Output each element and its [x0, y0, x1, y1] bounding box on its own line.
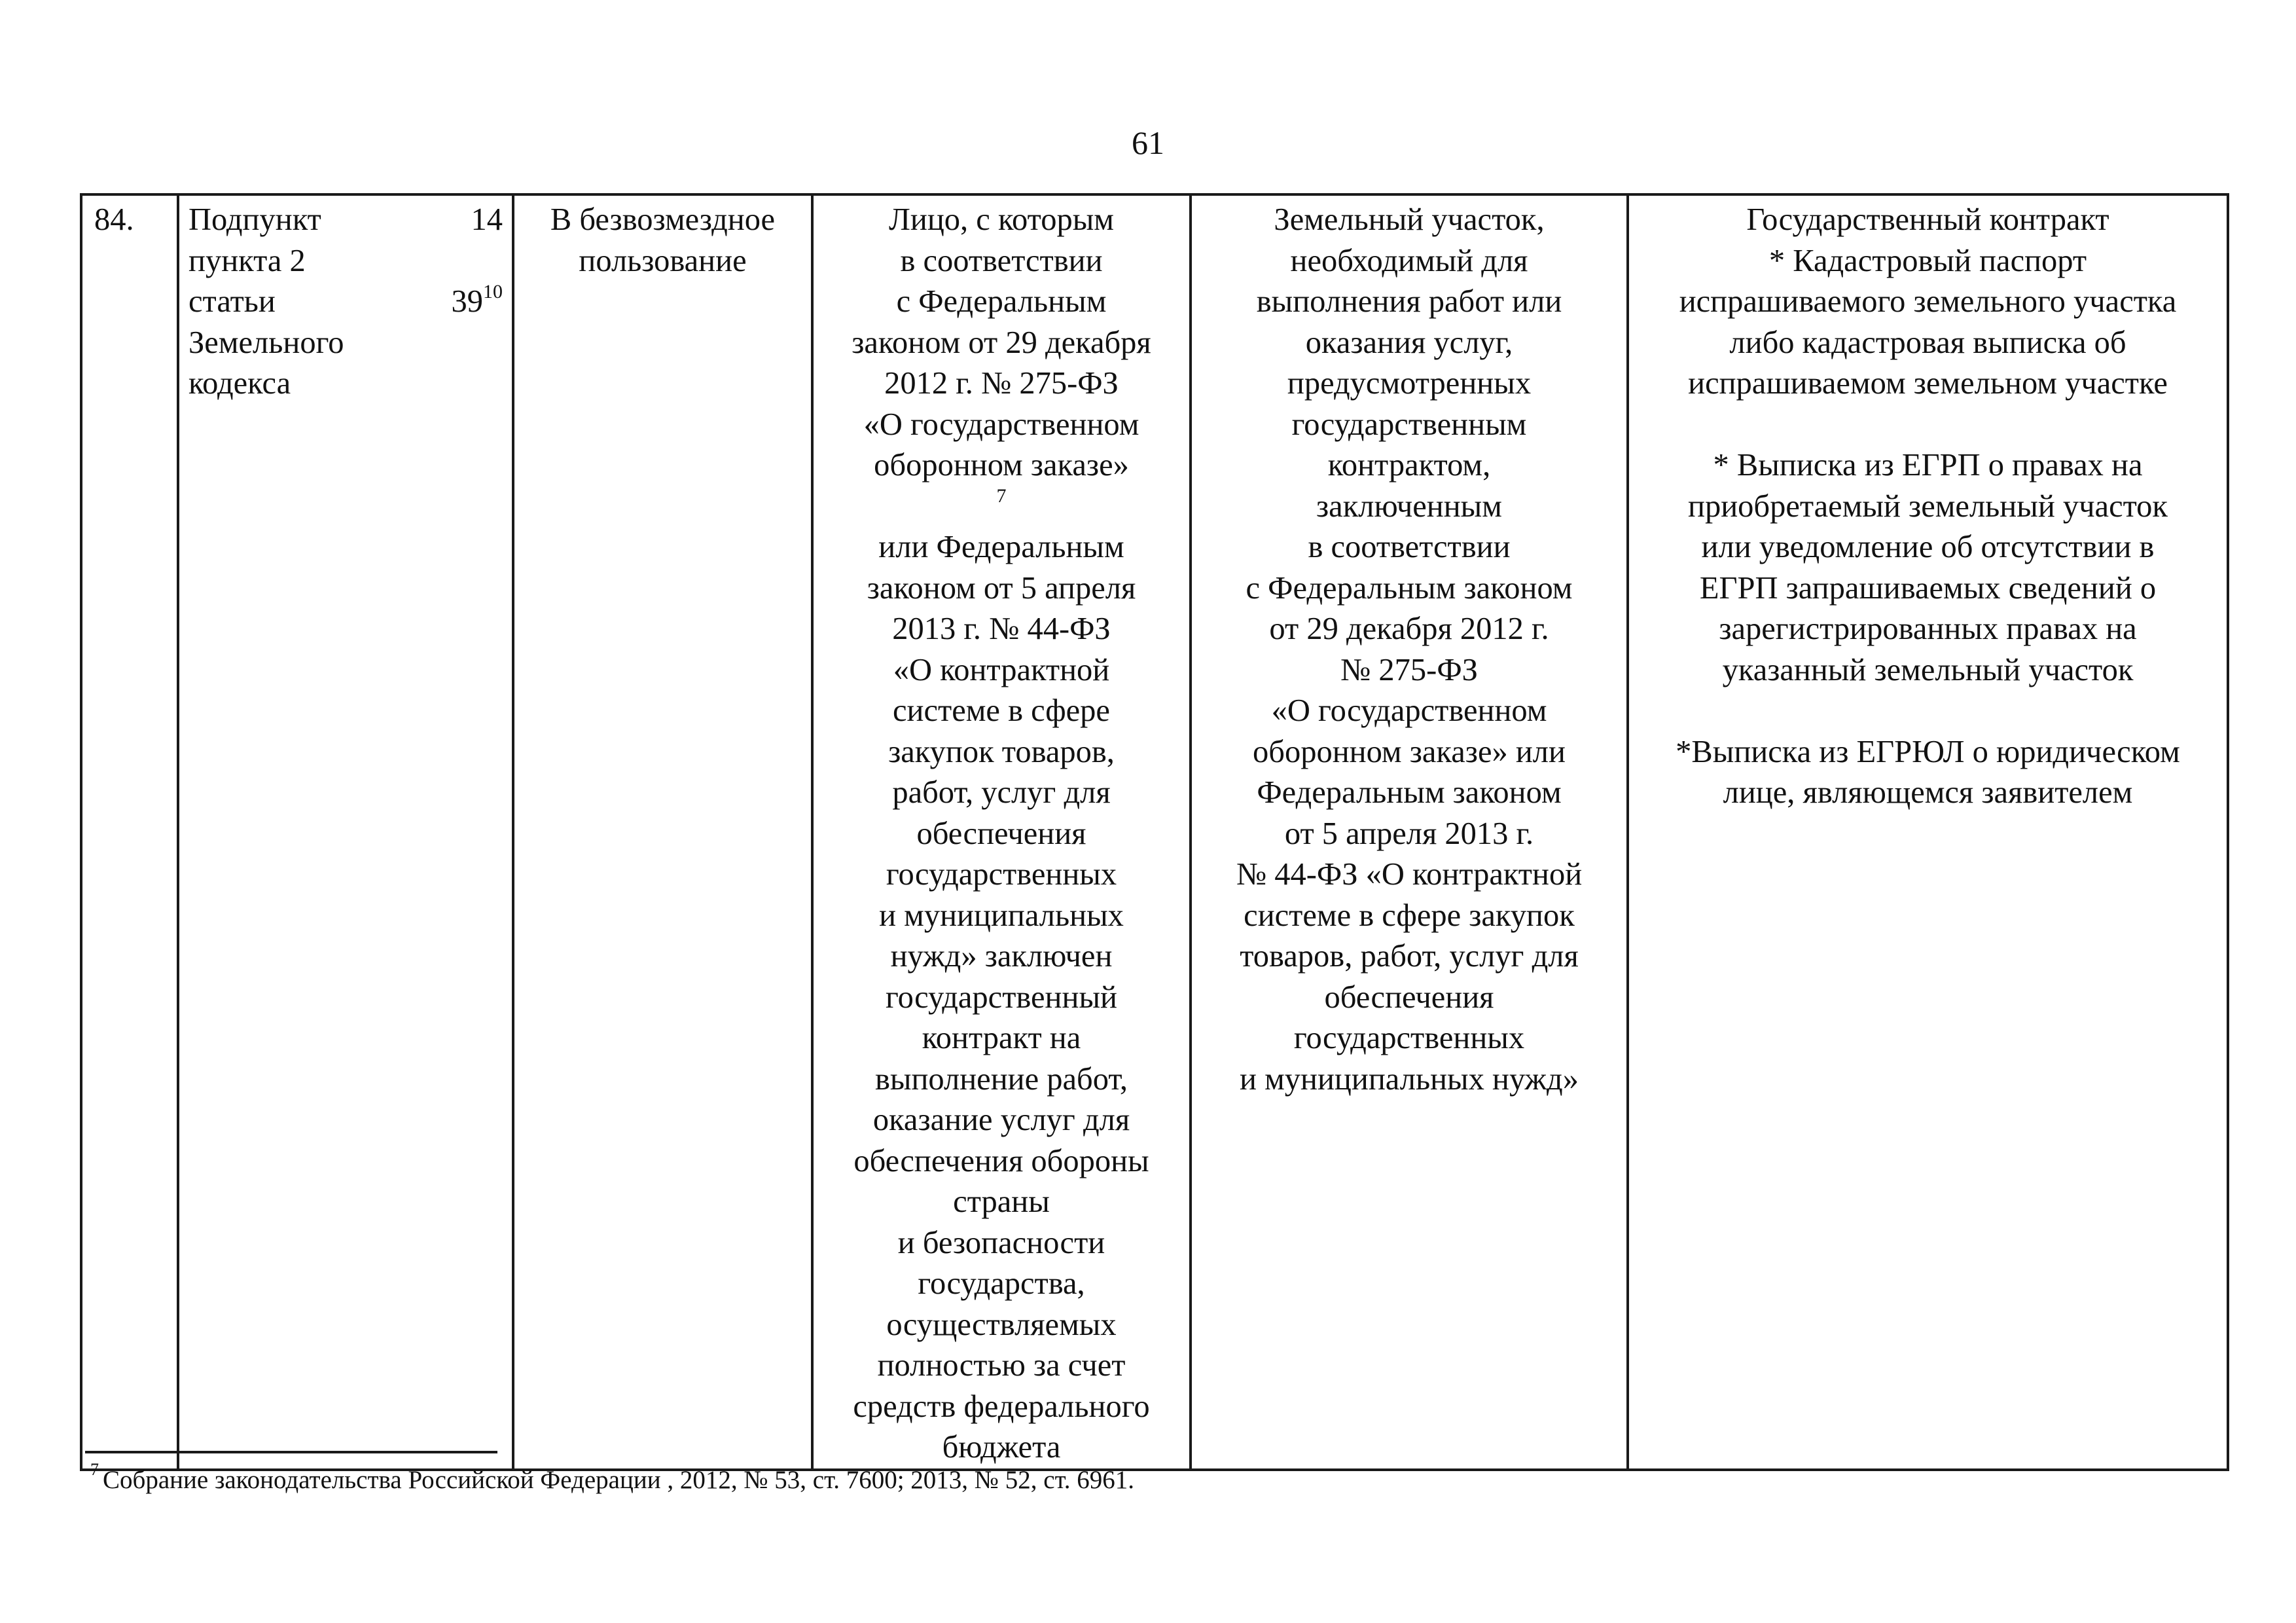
applicant-line: Лицо, с которым — [889, 202, 1114, 237]
applicant-line: государства, — [918, 1266, 1085, 1301]
land-plot-line: № 44-ФЗ «О контрактной — [1236, 857, 1583, 892]
applicant-line: с Федеральным — [896, 284, 1107, 319]
land-plot-line: оказания услуг, — [1305, 325, 1513, 360]
applicant-line: 2012 г. № 275-ФЗ — [884, 366, 1119, 401]
right-type: В безвозмездное пользование — [550, 202, 776, 278]
footnote — [90, 1460, 1134, 1497]
table-row — [81, 194, 2228, 1470]
document-line: Государственный контракт — [1746, 202, 2109, 237]
article-number — [452, 282, 503, 323]
document-line: ЕГРП запрашиваемых сведений о — [1699, 570, 2157, 606]
article-number-base: 39 — [451, 284, 483, 319]
document-line: *Выписка из ЕГРЮЛ о юридическом — [1676, 734, 2180, 769]
document-line: или уведомление об отсутствии в — [1701, 530, 2155, 564]
footnote-separator — [85, 1451, 497, 1453]
applicant-line-with-footnote — [823, 445, 1180, 527]
land-plot-line: «О государственном — [1271, 693, 1547, 728]
applicant-line: страны — [953, 1184, 1050, 1219]
reference-line: пункта 2 — [188, 243, 306, 278]
reference-line: Подпункт — [188, 202, 321, 237]
land-plot-line: предусмотренных — [1287, 366, 1532, 401]
land-plot-line: государственным — [1291, 407, 1527, 442]
land-plot-cell — [1191, 194, 1628, 1470]
land-plot-line: необходимый для — [1290, 243, 1528, 278]
right-type-cell — [513, 194, 812, 1470]
land-plot-line: оборонном заказе» или — [1253, 734, 1566, 769]
land-plot-line: от 29 декабря 2012 г. — [1269, 611, 1549, 646]
row-number: 84. — [94, 202, 134, 237]
applicant-cell — [812, 194, 1191, 1470]
applicant-line: государственных — [886, 857, 1117, 892]
footnote-text: Собрание законодательства Российской Федерации , 2012, № 53, ст. 7600; 2013, № 52, ст. 6961. — [103, 1466, 1134, 1494]
applicant-line: и муниципальных — [879, 898, 1124, 933]
applicant-line: работ, услуг для — [892, 775, 1111, 810]
footnote-reference: 7 — [996, 485, 1007, 507]
article-number-superscript: 10 — [483, 280, 503, 302]
applicant-line: законом от 29 декабря — [852, 325, 1151, 360]
document-line: * Кадастровый паспорт — [1768, 243, 2087, 278]
land-plot-line: системе в сфере закупок — [1244, 898, 1575, 933]
land-plot-line: выполнения работ или — [1256, 284, 1562, 319]
applicant-line: полностью за счет — [877, 1348, 1126, 1383]
document-line: приобретаемый земельный участок — [1688, 488, 2168, 524]
applicant-line: или Федеральным — [878, 530, 1124, 564]
document-line: зарегистрированных правах на — [1719, 611, 2137, 646]
document-line: указанный земельный участок — [1722, 652, 2134, 687]
document-line: испрашиваемого земельного участка — [1679, 284, 2177, 319]
applicant-line: системе в сфере — [893, 693, 1110, 728]
applicant-line: «О контрактной — [893, 652, 1110, 687]
footnote-marker: 7 — [90, 1460, 99, 1479]
document-line: * Выписка из ЕГРП о правах на — [1713, 448, 2143, 483]
applicant-line: в соответствии — [900, 243, 1103, 278]
reference-line: Земельного — [188, 325, 344, 360]
reference-line: кодекса — [188, 366, 291, 401]
applicant-line: контракт на — [922, 1021, 1081, 1055]
regulation-table — [80, 193, 2229, 1471]
applicant-line-text: оборонном заказе» — [874, 448, 1129, 483]
land-plot-line: заключенным — [1316, 488, 1502, 524]
row-number-cell — [81, 194, 178, 1470]
applicant-line: оказание услуг для — [872, 1103, 1130, 1137]
applicant-line: 2013 г. № 44-ФЗ — [892, 611, 1111, 646]
reference-line: статьи — [188, 284, 276, 319]
applicant-line: бюджета — [942, 1430, 1061, 1465]
page-number: 61 — [1132, 124, 1164, 161]
document-line: испрашиваемом земельном участке — [1688, 366, 2168, 401]
land-plot-line: Земельный участок, — [1274, 202, 1545, 237]
land-plot-line: № 275-ФЗ — [1340, 652, 1478, 687]
applicant-line: выполнение работ, — [874, 1061, 1128, 1097]
applicant-line: обеспечения обороны — [853, 1143, 1149, 1178]
land-plot-line: товаров, работ, услуг для — [1240, 939, 1579, 974]
applicant-line: обеспечения — [916, 816, 1086, 851]
land-plot-line: Федеральным законом — [1257, 775, 1562, 810]
land-plot-line: в соответствии — [1308, 530, 1511, 564]
applicant-line: закупок товаров, — [888, 734, 1115, 769]
land-plot-line: обеспечения — [1324, 979, 1494, 1015]
document-line: лице, являющемся заявителем — [1723, 775, 2133, 810]
paragraph-gap — [1638, 691, 2217, 732]
applicant-line: «О государственном — [863, 407, 1139, 442]
applicant-line: средств федерального — [853, 1389, 1150, 1424]
applicant-line: нужд» заключен — [890, 939, 1113, 974]
required-documents-cell — [1628, 194, 2228, 1470]
document-line: либо кадастровая выписка об — [1729, 325, 2126, 360]
legal-reference-cell — [178, 194, 513, 1470]
applicant-line: и безопасности — [897, 1225, 1105, 1260]
applicant-line: законом от 5 апреля — [867, 570, 1136, 606]
land-plot-line: контрактом, — [1327, 448, 1491, 483]
land-plot-line: с Федеральным законом — [1246, 570, 1573, 606]
paragraph-gap — [1638, 405, 2217, 446]
applicant-line: осуществляемых — [886, 1307, 1117, 1342]
subparagraph-number: 14 — [471, 202, 503, 237]
land-plot-line: государственных — [1293, 1021, 1525, 1055]
land-plot-line: от 5 апреля 2013 г. — [1284, 816, 1534, 851]
land-plot-line: и муниципальных нужд» — [1240, 1061, 1579, 1097]
applicant-line: государственный — [886, 979, 1117, 1015]
